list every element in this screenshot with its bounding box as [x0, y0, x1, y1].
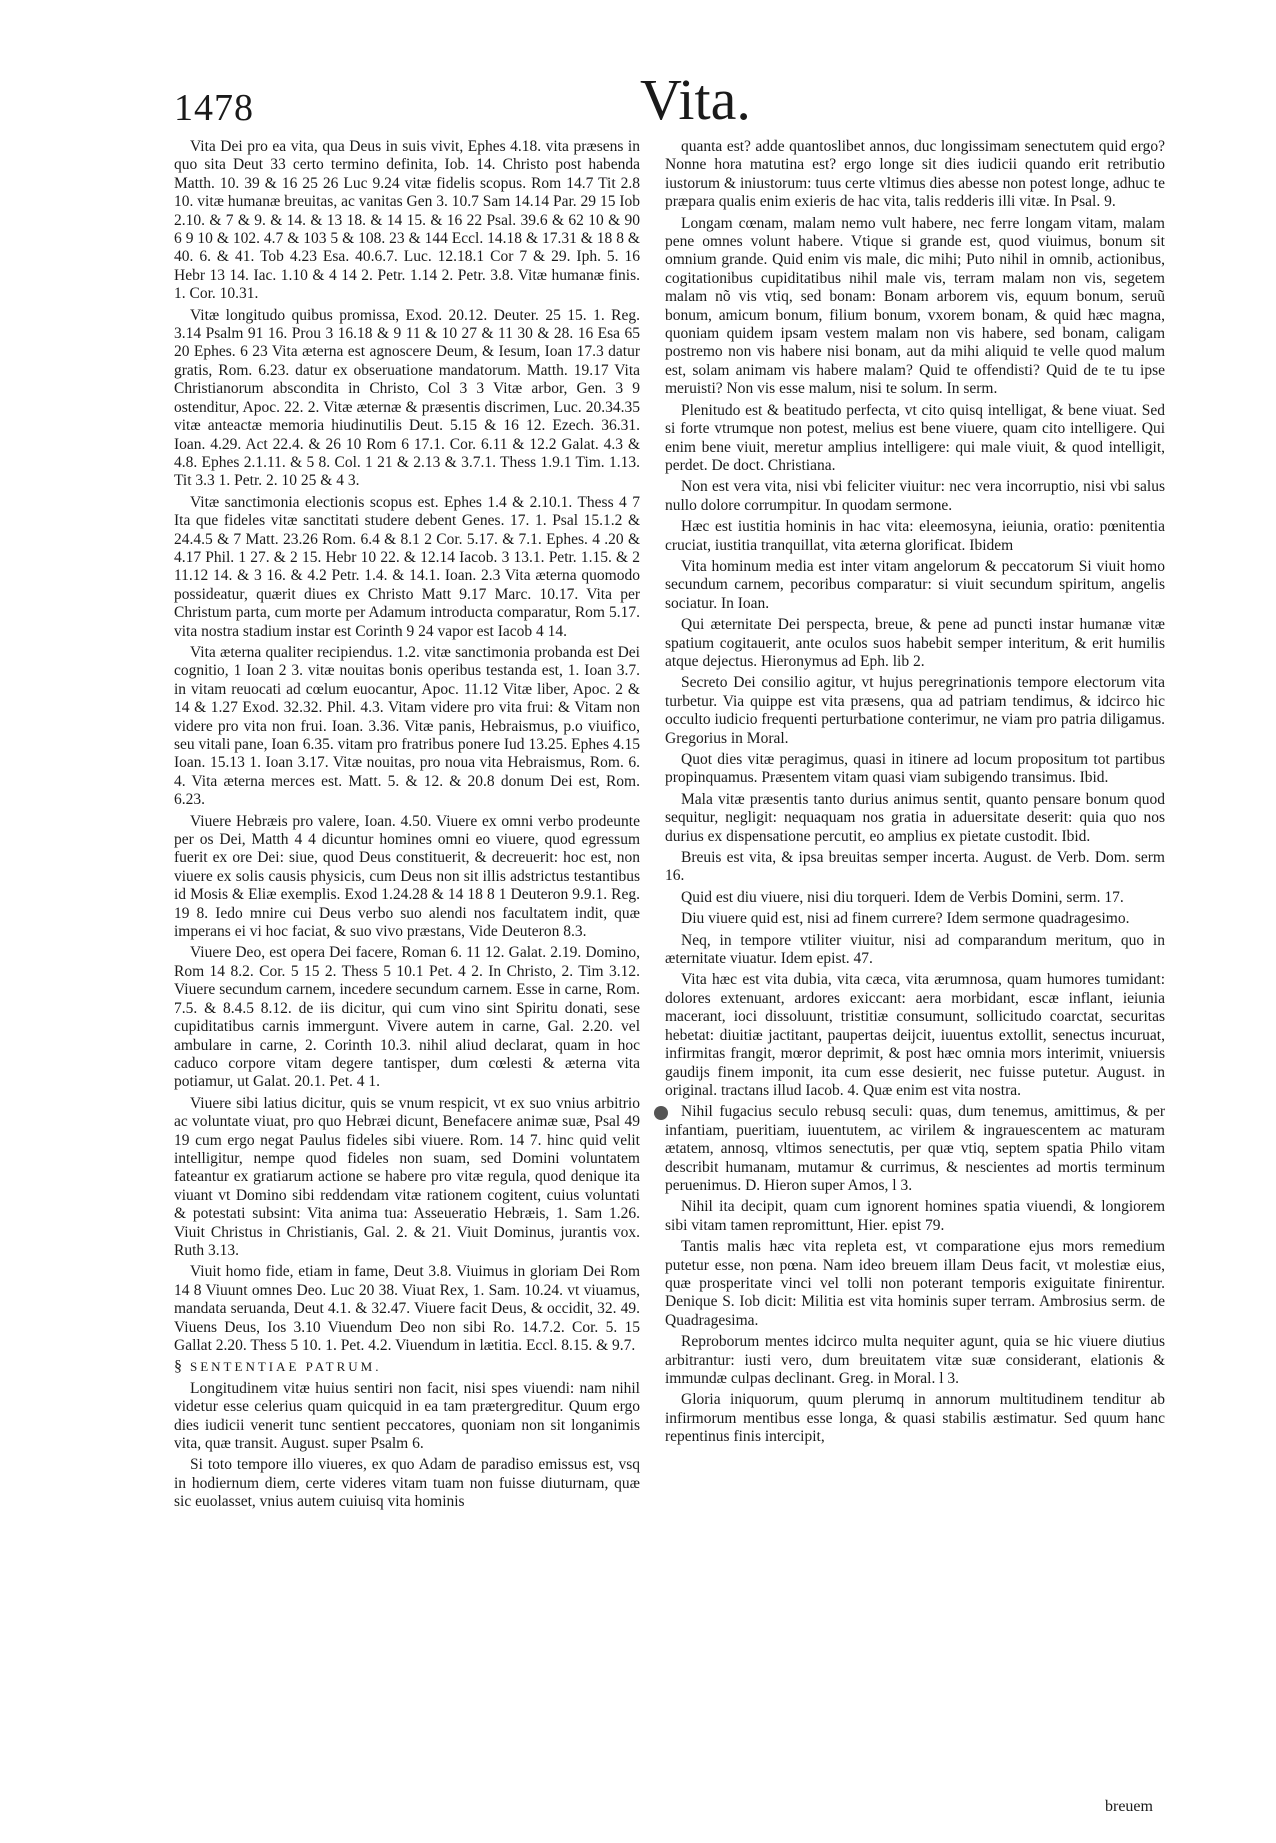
paragraph: Diu viuere quid est, nisi ad finem currere? Idem sermone quadragesimo. [681, 910, 1130, 928]
catchword: breuem [1105, 1798, 1153, 1815]
paragraph: Viuere sibi latius dicitur, quis se vnum respicit, vt ex suo vnius arbitrio ac voluntate viuat, pro quo Hebræi dicunt, Benefacere animæ suæ, Psal 49 19 cum ergo negat Paulus fideles sibi viuere. Rom. 14 7. hinc quid velit intelligitur, nempe quod fideles non suam, sed Domini voluntatem fateantur ex gratiarum actione se habere pro vitæ regula, quod denique ita viuant vt Domino sibi reddendam vitæ rationem cogitent, cuius voluntati & potestati subsint: Vita anima tua: Asseueratio Hebræis, 1. Sam 1.26. Viuit Christus in Christianis, Gal. 2. & 21. Viuit Dominus, jurantis vox. Ruth 3.13. [174, 1094, 640, 1259]
paragraph: Vita hæc est vita dubia, vita cæca, vita ærumnosa, quam humores tumidant: dolores extenuant, ardores exiccant: aera morbidant, escæ inflant, ieiunia macerant, ioci dissoluunt, tristitiæ consumunt, sollicitudo coarctat, securitas hebetat: diuitiæ jactitant, paupertas deijcit, iuuentus extollit, senectus incuruat, infirmitas frangit, mœror deprimit, & post hæc omnia mors interimit, vniuersis gaudijs finem imponit, ita cum esse desierit, nec fuisse putetur. August. in original. tractans illud Iacob. 4. Quæ enim est vita nostra. [665, 971, 1165, 1099]
paragraph: Vita hominum media est inter vitam angelorum & peccatorum Si viuit homo secundum carnem, pecoribus comparatur: si viuit secundum spiritum, angelis sociatur. In Ioan. [665, 557, 1165, 612]
section-mark: § [174, 1358, 182, 1376]
paragraph: Nihil fugacius seculo rebusq seculi: quas, dum tenemus, amittimus, & per infantiam, pueritiam, iuuentutem, ac virilem & ingrauescentem ac maturam ætatem, annosq, vltimos senectutis, per quæ vtiq, septem spatia Philo vitam describit humanam, mutamur & currimus, & nescientes ad mortis terminum peruenimus. D. Hieron super Amos, l 3. [665, 1103, 1165, 1194]
paragraph: Qui æternitate Dei perspecta, breue, & pene ad puncti instar humanæ vitæ spatium cogitauerit, ante oculos suos habebit semper interitum, & erit humilis atque dejectus. Hieronymus ad Eph. lib 2. [665, 616, 1165, 670]
paragraph: quanta est? adde quantoslibet annos, duc longissimam senectutem quid ergo? Nonne hora matutina est? ergo longe sit dies iudicii quando erit retributio iustorum & iniustorum: tuus certe vltimus dies abesse non potest longe, adhuc te præpara qualis enim exieris de hac vita, talis redderis illi vitæ. In Psal. 9. [665, 138, 1165, 211]
paragraph: Si toto tempore illo viueres, ex quo Adam de paradiso emissus est, vsq in hodiernum diem, certe videres vitam tuam non fuisse diuturnam, quæ sic euolasset, vnius autem cuiuisq vita hominis [174, 1456, 640, 1511]
paragraph: Hæc est iustitia hominis in hac vita: eleemosyna, ieiunia, oratio: pœnitentia cruciat, iustitia tranquillat, vita æterna glorificat. Ibidem [665, 518, 1165, 554]
paragraph: Mala vitæ præsentis tanto durius animus sentit, quanto pensare bonum quod sequitur, negligit: nequaquam nos gratia in aduersitate deserit: quia quo nos durius ex dispensatione percutit, eo amplius ex pietate custodit. Ibid. [665, 790, 1165, 845]
paragraph: Gloria iniquorum, quum plerumq in annorum multitudinem tenditur ab infirmorum mentibus esse longa, & quasi stabilis æstimatur. Sed quum hanc repentinus finis intercipit, [665, 1391, 1165, 1446]
paragraph: Plenitudo est & beatitudo perfecta, vt cito quisq intelligat, & bene viuat. Sed si forte vtrumque non potest, melius est bene viuere, quam cito intelligere. Qui enim bene viuit, meretur amplius intelligere: qui male viuit, & quod intelligit, perdet. De doct. Christiana. [665, 401, 1165, 474]
paragraph: Longitudinem vitæ huius sentiri non facit, nisi spes viuendi: nam nihil videtur esse celerius quam quicquid in ea tam prætergreditur. Quum ergo dies iudicii venerit tunc sentient peccatores, quoniam non sit longanimis vita, quæ transit. August. super Psalm 6. [174, 1379, 640, 1453]
section-heading [174, 1358, 640, 1376]
left-column [174, 138, 640, 1515]
paragraph: Quid est diu viuere, nisi diu torqueri. Idem de Verbis Domini, serm. 17. [681, 888, 1124, 906]
paragraph: Quot dies vitæ peragimus, quasi in itinere ad locum propositum tot partibus propinquamus. Præsentem vitam quasi viam subigendo transimus. Ibid. [665, 751, 1165, 787]
section-title: SENTENTIAE PATRUM. [190, 1359, 382, 1375]
paragraph: Tantis malis hæc vita repleta est, vt comparatione ejus mors remedium putetur esse, non pœna. Nam ideo breuem illam Deus facit, vt molestiæ eius, quæ prosperitate vinci vel tolli non poterant temporis exiguitate finirentur. Denique S. Iob dicit: Militia est vita hominis super terram. Ambrosius serm. de Quadragesima. [665, 1238, 1165, 1329]
paragraph: Longam cœnam, malam nemo vult habere, nec ferre longam vitam, malam pene omnes volunt habere. Vtique si grande est, quod viuimus, bonum sit omnium grande. Quid enim vis male, dic mihi; Puto nihil in omnib, actionibus, cogitationibus cupiditatibus nihil male vis, terram malam non vis, segetem malam nõ vis vtiq, sed bonam: Bonam arborem vis, equum bonum, seruũ bonum, amicum bonum, filium bonum, vxorem bonam, & quid hæc magna, quoniam quidem ipsam vestem malam non vis habere, sed bonam, caligam postremo non vis habere nisi bonam, aut da mihi aliquid te velle quod malum est, solam animam vis habere malam? Quid te offendisti? Quid de te tu ipse meruisti? Non vis esse malum, nisi te solum. In serm. [665, 214, 1165, 398]
paragraph: Secreto Dei consilio agitur, vt hujus peregrinationis tempore electorum vita turbetur. Via quippe est vita præsens, qua ad patriam tendimus, & idcirco hic occulto iudicio frequenti perturbatione conterimur, ne viam pro patria diligamus. Gregorius in Moral. [665, 674, 1165, 747]
paragraph: Vitæ sanctimonia electionis scopus est. Ephes 1.4 & 2.10.1. Thess 4 7 Ita que fideles vitæ sanctitati studere debent Genes. 17. 1. Psal 15.1.2 & 24.4.5 & 7 Matt. 23.26 Rom. 6.4 & 8.1 2 Cor. 5.17. & 7.1. Ephes. 4 .20 & 4.17 Phil. 1 27. & 2 15. Hebr 10 22. & 12.14 Iacob. 3 13.1. Petr. 1.15. & 2 11.12 14. & 3 16. & 4.2 Petr. 1.4. & 14.1. Ioan. 2.3 Vita æterna quomodo possideatur, quærit diues ex Christo Matt 9.17 Marc. 10.17. Vita per Christum parta, cum morte per Adamum introducta comparatur, Rom 5.17. vita nostra stadium instar est Corinth 9 24 vapor est Iacob 4 14. [174, 493, 640, 640]
right-column [665, 138, 1165, 1450]
paragraph: Viuere Hebræis pro valere, Ioan. 4.50. Viuere ex omni verbo prodeunte per os Dei, Matth 4 4 dicuntur homines omni eo viuere, quod egressum fuerit ex ore Dei: siue, quod Deus constituerit, & decreuerit: hoc est, non viuere ex solis causis physicis, cum Deus non sit illis adstrictus testantibus id Mosis & Eliæ exemplis. Exod 1.24.28 & 14 18 8 1 Deuteron 9.9.1. Reg. 19 8. Iedo mnire cui Deus verbo suo alendi nos facultatem indit, quæ imperans ei vi hoc faciat, & suo vivo præstans, Vide Deuteron 8.3. [174, 812, 640, 941]
paragraph: Nihil ita decipit, quam cum ignorent homines spatia viuendi, & longiorem sibi vitam tamen repromittunt, Hier. epist 79. [665, 1198, 1165, 1234]
paragraph: Non est vera vita, nisi vbi feliciter viuitur: nec vera incorruptio, nisi vbi salus nullo dolore corrumpitur. In quodam sermone. [665, 478, 1165, 514]
paragraph: Vita æterna qualiter recipiendus. 1.2. vitæ sanctimonia probanda est Dei cognitio, 1 Ioan 2 3. vitæ nouitas bonis operibus testanda est, 1. Ioan 3.7. in vitam reuocati ad cœlum euocantur, Apoc. 11.12 Vitæ liber, Apoc. 2 & 14 & 1.27 Exod. 32.32. Phil. 4.3. Vitam videre pro vita frui: & Vitam non videre pro vita non frui. Ioan. 3.36. Vitæ panis, Hebraismus, p.o viuifico, seu vitali pane, Ioan 6.35. vitam pro fratribus ponere Iud 13.25. Ephes 4.15 Ioan. 15.13 1. Ioan 3.17. Vitæ nouitas, pro noua vita Hebraismus, Rom. 6. 4. Vita æterna merces est. Matt. 5. & 12. & 20.8 donum Dei est, Rom. 6.23. [174, 643, 640, 809]
paragraph: Vitæ longitudo quibus promissa, Exod. 20.12. Deuter. 25 15. 1. Reg. 3.14 Psalm 91 16. Prou 3 16.18 & 9 11 & 10 27 & 11 30 & 28. 16 Esa 65 20 Ephes. 6 23 Vita æterna est agnoscere Deum, & Iesum, Ioan 17.3 datur gratis, Rom. 6.23. datur ex obseruatione mandatorum. Matth. 19.17 Vita Christianorum abscondita in Christo, Col 3 3 Vitæ arbor, Gen. 3 9 ostenditur, Apoc. 22. 2. Vitæ æternæ & præsentis discrimen, Luc. 20.34.35 vitæ anteactæ memoria hiudinutilis Deut. 5.15 & 16 12. Ezech. 36.31. Ioan. 4.29. Act 22.4. & 26 10 Rom 6 17.1. Cor. 6.11 & 12.2 Galat. 4.3 & 4.8. Ephes 2.1.11. & 5 8. Col. 1 21 & 2.13 & 3.7.1. Thess 1.9.1 Tim. 1.13. Tit 3.3 1. Petr. 2. 10 25 & 4 3. [174, 306, 640, 490]
paragraph: Neq, in tempore vtiliter viuitur, nisi ad comparandum meritum, quo in æternitate viuatur. Idem epist. 47. [665, 931, 1165, 968]
paragraph: Vita Dei pro ea vita, qua Deus in suis vivit, Ephes 4.18. vita præsens in quo sita Deut 33 certo termino definita, Iob. 14. Christo post habenda Matth. 10. 39 & 16 25 26 Luc 9.24 vitæ fidelis scopus. Rom 14.7 Tit 2.8 10. vitæ humanæ breuitas, ac vanitas Gen 3. 10.7 Sam 14.14 Par. 29 15 Iob 2.10. & 7 & 9. & 14. & 13 18. & 14 15. & 16 22 Psal. 39.6 & 62 10 & 90 6 9 10 & 102. 4.7 & 103 5 & 108. 23 & 144 Eccl. 14.18 & 17.31 & 18 8 & 40. 6. & 41. Tob 4.23 Esa. 40.6.7. Luc. 12.18.1 Cor 7 & 29. Iph. 5. 16 Hebr 13 14. Iac. 1.10 & 4 14 2. Petr. 1.14 2. Petr. 3.8. Vitæ humanæ finis. 1. Cor. 10.31. [174, 138, 640, 303]
paragraph: Reproborum mentes idcirco multa nequiter agunt, quia se hic viuere diutius arbitrantur: iusti vero, dum breuitatem vitæ suæ considerant, elationis & immundæ culpas declinant. Greg. in Moral. l 3. [665, 1333, 1165, 1387]
page-number: 1478 [174, 87, 254, 129]
paragraph: Viuit homo fide, etiam in fame, Deut 3.8. Viuimus in gloriam Dei Rom 14 8 Viuunt omnes Deo. Luc 20 38. Viuat Rex, 1. Sam. 10.24. vt viuamus, mandata seruanda, Deut 4.1. & 32.47. Viuere facit Deus, & occidit, 32. 49. Viuens Deus, Ios 3.10 Viuendum Deo non sibi Ro. 14.7.2. Cor. 5. 15 Gallat 2.20. Thess 5 10. 1. Pet. 4.2. Viuendum in lætitia. Eccl. 8.15. & 9.7. [174, 1263, 640, 1354]
paragraph: Viuere Deo, est opera Dei facere, Roman 6. 11 12. Galat. 2.19. Domino, Rom 14 8.2. Cor. 5 15 2. Thess 5 10.1 Pet. 4 2. In Christo, 2. Tim 3.12. Viuere secundum carnem, incedere secundum carnem. Esse in carne, Rom. 7.5. & 8.4.5 8.12. de iis dicitur, qui cum vino sint Spiritu donati, sese cupiditatibus carnis immergunt. Vivere autem in carne, Gal. 2.20. vel ambulare in carne, 2. Corinth 10.3. nihil aliud declarat, quam in hoc caduco corpore vitam degere tantisper, dum cœlesti & æterna vita potiamur, ut Galat. 20.1. Pet. 4 1. [174, 944, 640, 1091]
running-head: Vita. [640, 67, 751, 132]
paragraph: Breuis est vita, & ipsa breuitas semper incerta. August. de Verb. Dom. serm 16. [665, 849, 1165, 885]
